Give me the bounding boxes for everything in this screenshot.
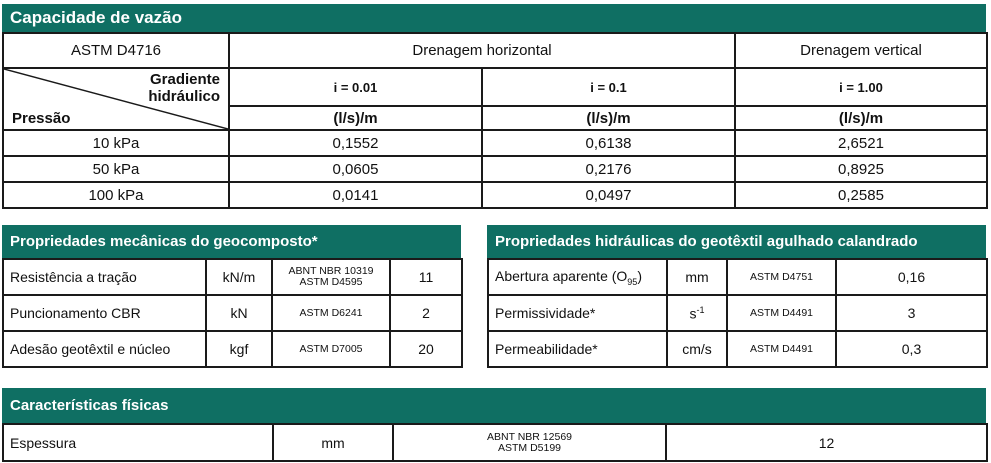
value-cell: 0,8925 bbox=[735, 156, 987, 182]
capacidade-table bbox=[2, 32, 988, 209]
mecanicas-header bbox=[2, 225, 461, 258]
value-cell: 0,1552 bbox=[229, 130, 482, 156]
property-text: Abertura aparente (O bbox=[495, 267, 628, 284]
property-cell: Permeabilidade* bbox=[488, 331, 667, 367]
method-line: ABNT NBR 10319 bbox=[288, 265, 374, 277]
table-row bbox=[3, 259, 462, 295]
method-cell: ASTM D7005 bbox=[272, 331, 390, 367]
mecanicas-title: Propriedades mecânicas do geocomposto* bbox=[10, 233, 318, 250]
value-cell: 2,6521 bbox=[735, 130, 987, 156]
fisicas-header bbox=[2, 388, 986, 423]
table-row bbox=[3, 424, 987, 461]
unit-1: (l/s)/m bbox=[482, 106, 735, 130]
property-cell: Puncionamento CBR bbox=[3, 295, 206, 331]
method-cell: ASTM D4491 bbox=[727, 295, 836, 331]
method-cell bbox=[272, 259, 390, 295]
property-end: ) bbox=[637, 267, 642, 284]
method-cell: ASTM D4491 bbox=[727, 331, 836, 367]
unit-cell: cm/s bbox=[667, 331, 727, 367]
standard-cell: ASTM D4716 bbox=[3, 33, 229, 68]
hidraulicas-table bbox=[487, 258, 988, 368]
table-row bbox=[488, 295, 987, 331]
value-cell: 0,0605 bbox=[229, 156, 482, 182]
property-cell bbox=[488, 259, 667, 295]
method-cell: ASTM D4751 bbox=[727, 259, 836, 295]
unit-cell: kgf bbox=[206, 331, 272, 367]
gradient-label bbox=[148, 71, 220, 105]
table-row bbox=[3, 156, 987, 182]
value-cell: 0,0141 bbox=[229, 182, 482, 208]
gradient-pressure-corner bbox=[3, 68, 229, 130]
hidraulicas-title: Propriedades hidráulicas do geotêxtil agulhado calandrado bbox=[495, 233, 918, 250]
pressure-cell: 100 kPa bbox=[3, 182, 229, 208]
value-cell: 3 bbox=[836, 295, 987, 331]
group-vertical: Drenagem vertical bbox=[735, 33, 987, 68]
fisicas-title: Características físicas bbox=[10, 397, 169, 414]
capacidade-title: Capacidade de vazão bbox=[10, 8, 182, 27]
value-cell: 0,2585 bbox=[735, 182, 987, 208]
table-row bbox=[488, 331, 987, 367]
unit-cell: mm bbox=[667, 259, 727, 295]
table-row bbox=[3, 331, 462, 367]
unit-cell: kN/m bbox=[206, 259, 272, 295]
property-cell: Resistência a tração bbox=[3, 259, 206, 295]
method-line: ABNT NBR 12569 bbox=[486, 430, 572, 443]
pressure-label: Pressão bbox=[12, 110, 71, 127]
pressure-cell: 10 kPa bbox=[3, 130, 229, 156]
gradient-label-line1: Gradiente bbox=[149, 71, 220, 88]
capacidade-header bbox=[2, 4, 986, 32]
property-cell: Espessura bbox=[3, 424, 273, 461]
property-cell: Adesão geotêxtil e núcleo bbox=[3, 331, 206, 367]
group-horizontal: Drenagem horizontal bbox=[229, 33, 735, 68]
unit-cell: kN bbox=[206, 295, 272, 331]
table-row bbox=[3, 295, 462, 331]
value-cell: 12 bbox=[666, 424, 987, 461]
value-cell: 0,16 bbox=[836, 259, 987, 295]
unit-cell bbox=[667, 295, 727, 331]
method-line: ASTM D4595 bbox=[299, 276, 363, 288]
hidraulicas-header bbox=[487, 225, 986, 258]
gradient-label-line2: hidráulico bbox=[148, 88, 220, 105]
gradient-0: i = 0.01 bbox=[229, 68, 482, 106]
fisicas-table bbox=[2, 423, 988, 462]
pressure-cell: 50 kPa bbox=[3, 156, 229, 182]
unit-superscript: -1 bbox=[696, 304, 705, 315]
unit-cell: mm bbox=[273, 424, 393, 461]
value-cell: 20 bbox=[390, 331, 462, 367]
value-cell: 11 bbox=[390, 259, 462, 295]
gradient-2: i = 1.00 bbox=[735, 68, 987, 106]
table-row bbox=[3, 182, 987, 208]
unit-2: (l/s)/m bbox=[735, 106, 987, 130]
method-cell: ASTM D6241 bbox=[272, 295, 390, 331]
method-cell bbox=[393, 424, 666, 461]
value-cell: 0,6138 bbox=[482, 130, 735, 156]
value-cell: 0,3 bbox=[836, 331, 987, 367]
mecanicas-table bbox=[2, 258, 463, 368]
unit-text: s bbox=[689, 305, 697, 322]
table-row bbox=[488, 259, 987, 295]
value-cell: 2 bbox=[390, 295, 462, 331]
value-cell: 0,2176 bbox=[482, 156, 735, 182]
unit-0: (l/s)/m bbox=[229, 106, 482, 130]
property-cell: Permissividade* bbox=[488, 295, 667, 331]
property-subscript: 95 bbox=[627, 276, 638, 287]
value-cell: 0,0497 bbox=[482, 182, 735, 208]
table-row bbox=[3, 130, 987, 156]
method-line: ASTM D5199 bbox=[497, 441, 562, 454]
gradient-1: i = 0.1 bbox=[482, 68, 735, 106]
